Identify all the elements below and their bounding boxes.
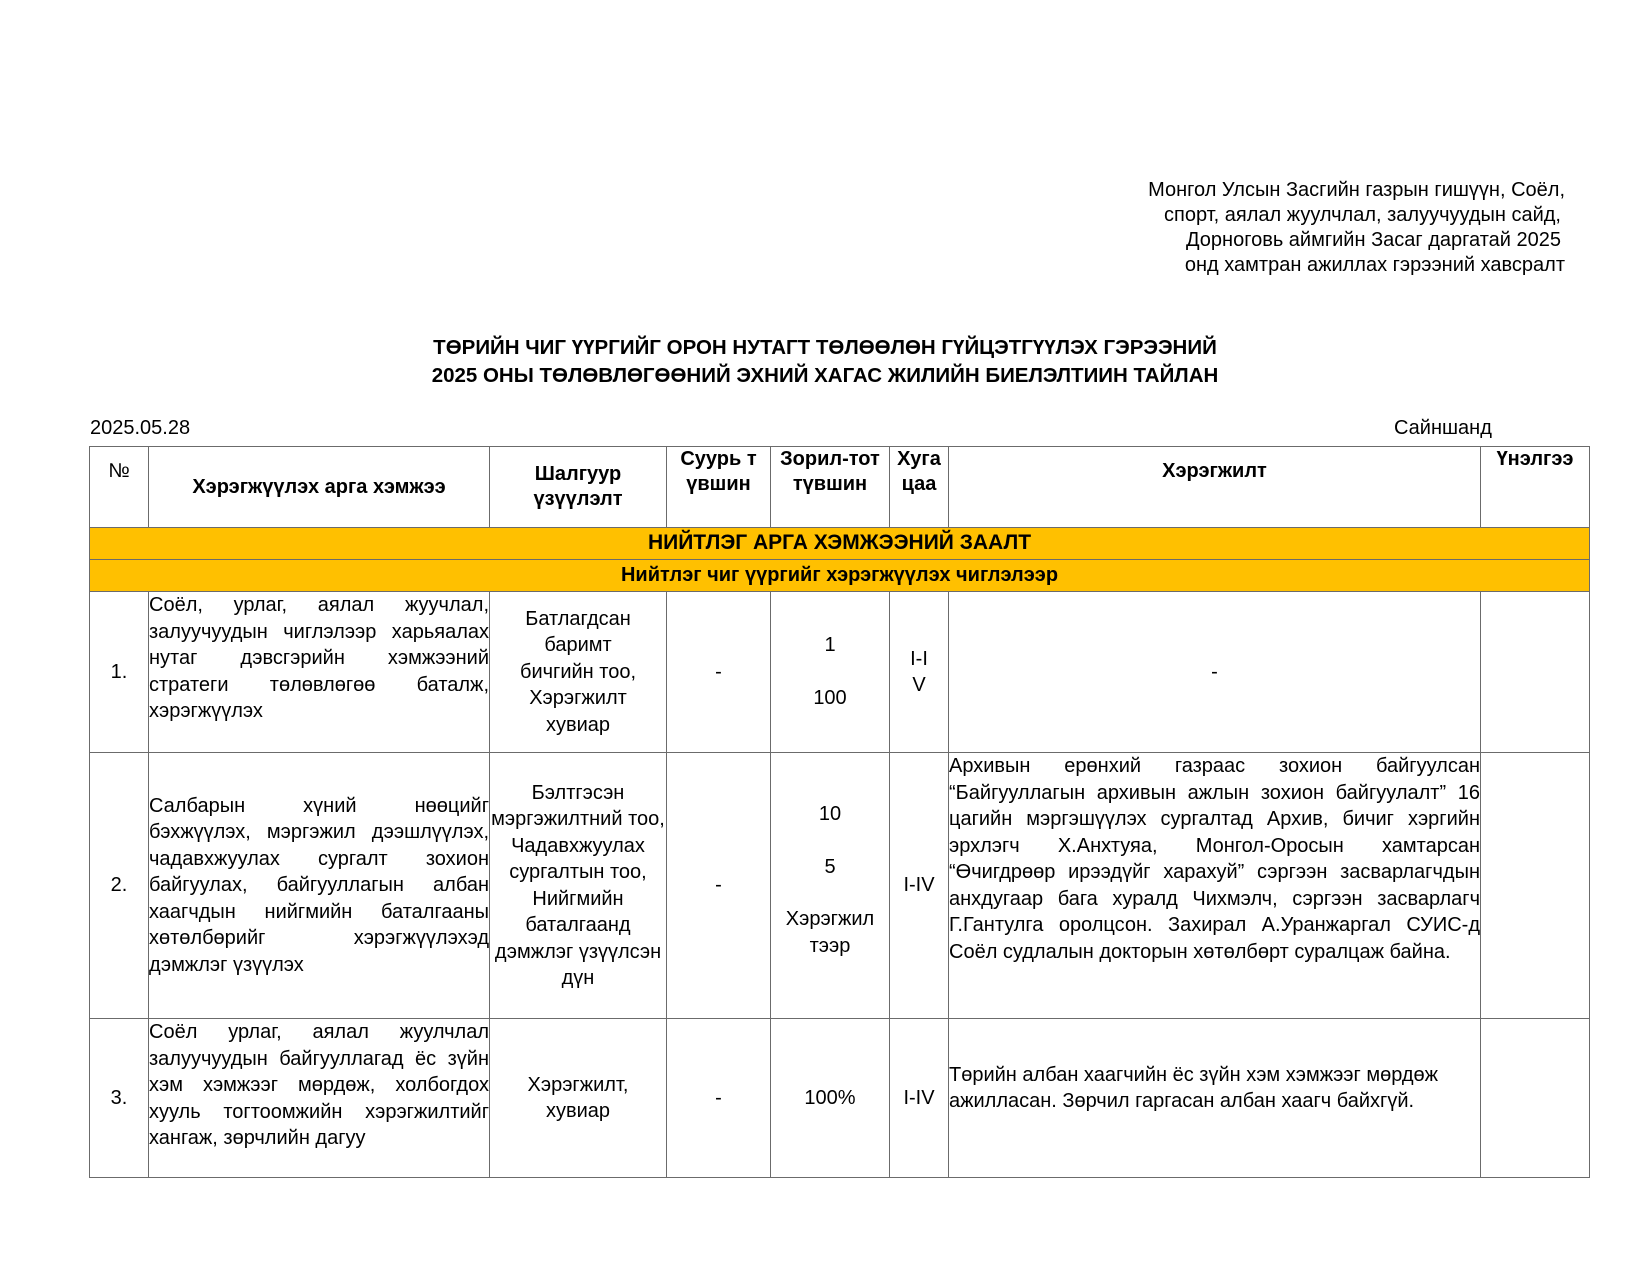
title-line-1: ТӨРИЙН ЧИГ ҮҮРГИЙГ ОРОН НУТАГТ ТӨЛӨӨЛӨН ГҮЙЦЭТГҮҮЛЭХ ГЭРЭЭНИЙ [433, 336, 1217, 359]
row-evaluation [1481, 1019, 1590, 1178]
row-number: 1. [90, 592, 149, 753]
header-target: Зорил-тот түвшин [771, 447, 890, 528]
row-term: I-IV [890, 592, 949, 753]
table-row [90, 592, 1590, 753]
header-row [90, 447, 1590, 528]
row-criteria: Бэлтгэсэн мэргэжилтний тоо, Чадавхжуулах сургалтын тоо, Нийгмийн баталгаанд дэмжлэг үзүүлсэн дүн [490, 753, 667, 1019]
row-term: I-IV [890, 753, 949, 1019]
attachment-note [1040, 178, 1565, 278]
subsection-title: Нийтлэг чиг үүргийг хэрэгжүүлэх чиглэлээр [90, 560, 1590, 592]
header-evaluation: Үнэлгээ [1481, 447, 1590, 528]
target-value: 100 [813, 686, 847, 709]
row-number: 2. [90, 753, 149, 1019]
attachment-line: Дорноговь аймгийн Засаг даргатай 2025 [1186, 229, 1561, 251]
section-row [90, 528, 1590, 560]
row-criteria: Батлагдсан баримт бичгийн тоо, Хэрэгжилт хувиар [490, 592, 667, 753]
row-criteria: Хэрэгжилт, хувиар [490, 1019, 667, 1178]
row-evaluation [1481, 592, 1590, 753]
target-value: 10 [818, 803, 842, 825]
header-measure: Хэрэгжүүлэх арга хэмжээ [149, 447, 490, 528]
section-title: НИЙТЛЭГ АРГА ХЭМЖЭЭНИЙ ЗААЛТ [90, 528, 1590, 560]
row-measure: Соёл урлаг, аялал жуулчлал залуучуудын байгууллагад ёс зүйн хэм хэмжээг мөрдөж, холбогдох хууль тогтоомжийн хэрэгжилтийг хангаж, зөрчлийн дагуу [149, 1019, 490, 1178]
row-measure: Соёл, урлаг, аялал жуучлал, залуучуудын чиглэлээр харьяалах нутаг дэвсгэрийн хэмжээний стратеги төлөвлөгөө баталж, хэрэгжүүлэх [149, 592, 490, 753]
attachment-line: Монгол Улсын Засгийн газрын гишүүн, Соёл, [1148, 179, 1565, 201]
header-term: Хугацаа [890, 447, 949, 528]
attachment-line: онд хамтран ажиллах гэрээний хавсралт [1184, 254, 1565, 276]
subsection-row [90, 560, 1590, 592]
attachment-line: спорт, аялал жуулчлал, залуучуудын сайд, [1164, 204, 1561, 226]
title-line-2: 2025 ОНЫ ТӨЛӨВЛӨГӨӨНИЙ ЭХНИЙ ХАГАС ЖИЛИЙН БИЕЛЭЛТИИН ТАЙЛАН [431, 364, 1219, 387]
row-number: 3. [90, 1019, 149, 1178]
header-implementation: Хэрэгжилт [949, 447, 1481, 528]
table-row [90, 753, 1590, 1019]
row-implementation: Төрийн албан хаагчийн ёс зүйн хэм хэмжээг мөрдөж ажилласан. Зөрчил гаргасан албан хаагч байхгүй. [949, 1019, 1481, 1178]
row-target [771, 753, 890, 1019]
header-base: Суурь түвшин [667, 447, 771, 528]
report-date: 2025.05.28 [90, 417, 191, 439]
row-target [771, 592, 890, 753]
row-base: - [667, 1019, 771, 1178]
target-value: 5 [824, 855, 836, 878]
row-base: - [667, 592, 771, 753]
row-evaluation [1481, 753, 1590, 1019]
row-implementation: Архивын ерөнхий газраас зохион байгуулсан “Байгууллагын архивын ажлын зохион байгуулалт” 16 цагийн мэргэшүүлэх сургалтад Архив, бичиг хэргийн эрхлэгч Х.Анхтуяа, Монгол-Оросын хамтарсан “Өчигдрөөр ирээдүйг харахуй” сэргээн засварлагчдын анхдугаар бага хуралд Чихмэлч, сэргээн засварлагч Г.Гантулга оролцсон. Захирал А.Уранжаргал СУИС-д Соёл судлалын докторын хөтөлбөрт суралцаж байна. [949, 753, 1481, 1019]
document-title [0, 334, 1650, 390]
row-term: I-IV [890, 1019, 949, 1178]
target-value: Хэрэгжилтээр [785, 908, 875, 957]
row-implementation: - [949, 592, 1481, 753]
row-measure: Салбарын хүний нөөцийг бэхжүүлэх, мэргэжил дээшлүүлэх, чадавхжуулах сургалт зохион байгуулах, байгууллагын албан хаагчдын нийгмийн баталгааны хөтөлбөрийг хэрэгжүүлэхэд дэмжлэг үзүүлэх [149, 753, 490, 1019]
report-table [89, 446, 1590, 1178]
header-criteria: Шалгуур үзүүлэлт [490, 447, 667, 528]
row-base: - [667, 753, 771, 1019]
row-target: 100% [771, 1019, 890, 1178]
report-place: Сайншанд [1394, 417, 1492, 439]
table-row [90, 1019, 1590, 1178]
target-value: 1 [824, 634, 836, 656]
header-no: № [90, 447, 149, 528]
